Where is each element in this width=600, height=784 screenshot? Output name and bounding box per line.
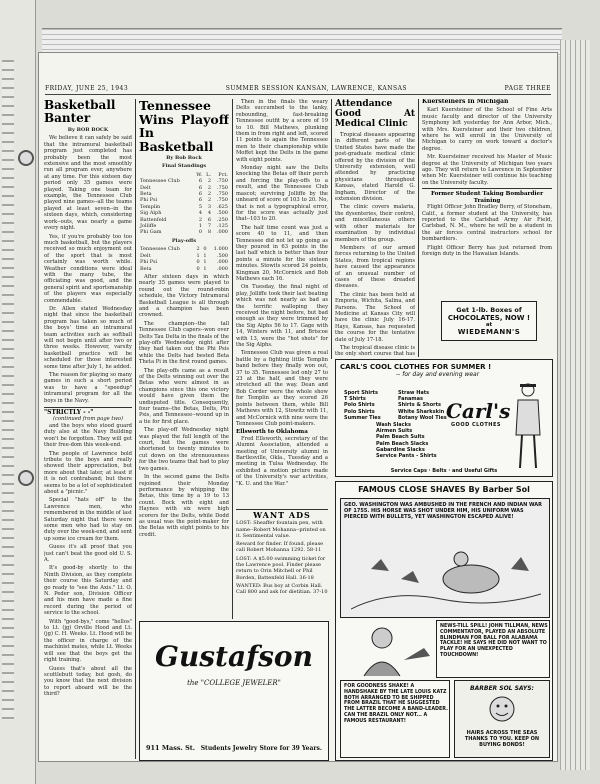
losses-cell: 0: [203, 246, 207, 253]
battle-scene-icon: [351, 529, 541, 615]
wins-cell: 2: [196, 246, 200, 253]
list-item: Palm Beach Suits: [376, 434, 425, 441]
team-cell: Tennessee Club: [140, 178, 180, 185]
strictly-paragraph: With "good-bys," come "hellos" to Lt. (jg) Orville Hood and Lt. (jg) C. H. Weeks. Lt. Hood will be the officer in charge of the machinist mates, while Lt. Weeks will see that the boys get the right training.: [44, 618, 132, 664]
comic-caption: GEO. WASHINGTON WAS AMBUSHED IN THE FRENCH AND INDIAN WAR OF 1755. HIS HORSE WAS SHOT UNDER HIM, HIS UNIFORM WAS PIERCED WITH BULLETS, YET WASHINGTON ESCAPED ALIVE!: [344, 502, 543, 520]
losses-cell: 2: [207, 184, 212, 191]
wins-cell: 4: [198, 210, 203, 217]
comic-panel: [340, 680, 450, 758]
banter-headline: Basketball Banter: [44, 99, 116, 125]
team-cell: Jolliffe: [140, 223, 157, 230]
man-in-suit-icon: [508, 380, 548, 470]
team-cell: Tennessee Club: [140, 246, 180, 253]
wins-cell: 5: [198, 203, 203, 210]
team-cell: Phi Psi: [140, 197, 158, 204]
medical-headline: Attendance Good At Medical Clinic: [335, 99, 415, 129]
list-item: Wash Slacks: [376, 422, 411, 428]
standings-col-header: L.: [206, 171, 212, 178]
wins-cell: 1: [196, 252, 200, 259]
strictly-paragraph: Special "hats off" to the Lawrence men, who remembered in the middle of last Saturday night that there were some men who had to stay on duty over the week-end, and sent up some ice cream for them.: [44, 497, 132, 542]
pct-cell: .000: [216, 229, 228, 236]
carls-list-left: [344, 390, 381, 421]
list-item: Polo Shirts: [344, 408, 375, 415]
pct-cell: 1.000: [213, 246, 228, 253]
pct-cell: .500: [216, 210, 228, 217]
pct-cell: .250: [216, 216, 228, 223]
carls-logo-block: [446, 399, 511, 450]
binder-ring-icon: [18, 150, 34, 166]
tennessee-headline: Tennessee Wins Playoff In Basketball: [139, 99, 229, 154]
standings-col-header: Pct.: [218, 171, 228, 178]
wins-cell: 0: [196, 259, 200, 266]
medical-paragraph: Members of our armed forces returning to the United States, from tropical regions have caused the appearance of an unusual number of cases of these dreaded diseases.: [335, 244, 415, 290]
team-cell: Battenfeld: [140, 216, 167, 223]
comic-panel: [454, 680, 550, 758]
strictly-continued: (continued from page two): [52, 416, 124, 423]
wins-cell: 6: [198, 178, 203, 185]
playoffs-table: [139, 246, 229, 272]
losses-cell: 6: [207, 216, 212, 223]
losses-cell: 2: [207, 178, 212, 185]
strictly-paragraph: The people of Lawrence bold tribute to the boys and really showed their appreciation, but more about that later, at least if it is not contraband; but there seems to be a lot of sophisticated about a "picnic.": [44, 450, 132, 495]
carls-clothes-ad: [335, 359, 553, 477]
tennessee-column: [139, 99, 229, 619]
tennessee-paragraph: After sixteen days in which nearly 35 games were played to round out the round-robin schedule, the Victory Intramural Basketball League is all through and a champion has been crowned.: [139, 273, 229, 319]
table-row: [139, 229, 229, 235]
carls-logo-sub: GOOD CLOTHES: [450, 422, 502, 428]
losses-cell: 2: [207, 191, 212, 198]
pct-cell: .000: [216, 259, 228, 266]
team-cell: Templin: [140, 203, 161, 210]
strictly-paragraph: It's good-by shortly to the Ninth Division, as they complete their course this Saturday and go ready to "see the Axis." Lt. O. N. Peder son, Division Officer and his men have made a fine record during the period of service to the school.: [44, 565, 132, 617]
standings-table: [139, 172, 229, 236]
wiedemann-line: at: [485, 322, 493, 328]
wins-cell: 0: [196, 265, 200, 272]
barbasol-says-text: HAIRS ACROSS THE SEAS THANKS TO YOU. KEEP ON BUYING BONDS!: [464, 730, 540, 748]
team-cell: Beta: [140, 265, 152, 272]
recap-paragraph: The half time count was just a score 40 to 11, and then Tennessee did not let up going as they poured in 63 points in the last half which is better than four points a minute for the sixteen minutes. Stowits scored 24 points, Kingman 20, McCornick and Bob Mathews each 16.: [236, 224, 328, 282]
binder-stitching: [2, 60, 14, 720]
pct-cell: .125: [216, 223, 228, 230]
newspaper-page: [38, 52, 558, 762]
losses-cell: 1: [203, 265, 207, 272]
folio-page: PAGE THREE: [504, 85, 551, 92]
comic-panel: [436, 620, 550, 678]
wiedemann-ad: [441, 301, 537, 341]
gustafson-address: 911 Mass. St.: [146, 744, 196, 752]
carls-subhead: -- for day and evening wear: [396, 371, 480, 378]
playoffs-title: Play-offs: [171, 237, 197, 244]
losses-cell: 1: [203, 252, 207, 259]
wiedemann-line: CHOCOLATES, NOW !: [447, 314, 531, 322]
want-ad-item: WANTED: Bus boy at Corbin Hall. Call 800 and ask for dietitian. 37-10: [236, 582, 328, 596]
losses-cell: 1: [203, 259, 207, 266]
carls-logo: Carl's: [446, 399, 511, 423]
wins-cell: 2: [198, 216, 203, 223]
losses-cell: 7: [207, 223, 212, 230]
list-item: Polo Shirts: [344, 402, 375, 409]
team-cell: Delt: [140, 252, 151, 259]
losses-cell: 8: [207, 229, 212, 236]
team-cell: Delt: [140, 184, 151, 191]
recap-paragraph: On Tuesday, the final night of play, Jolliffe took their last beating which was not nearly as bad as the terrific walloping they received the night before, but bad enough as they were trimmed by the Sig Alphs 56 to 17. Gage with 14, Winters with 11, and Briscoe with 13, were the "hot shots" for the Sig Alphs.: [236, 284, 328, 349]
recap-paragraph: Tennessee Club was given a real battle by a fighting little Templin band before they finally won out, 37 to 35. Tennessee led only 27 to 23 at the half, and they were stretched all the way. Dean and Bob Corder were the whole show for Templin as they scored 26 points between them, while Bill Mathews with 12, Stowitz with 11, and McCornick with nine were the Tennessee Club point-makers.: [236, 350, 328, 427]
wiedemann-line: WIEDEMANN'S: [457, 328, 521, 336]
gustafson-logo: Gustafson: [155, 640, 313, 673]
list-item: Fanamas: [398, 396, 423, 403]
binder-edge: [0, 0, 36, 784]
binder-ring-icon: [18, 470, 34, 486]
tennessee-byline: By Bob Bock: [166, 155, 202, 161]
pct-cell: .750: [216, 191, 228, 198]
banter-column: [44, 99, 132, 759]
comic-panel: [340, 498, 550, 618]
list-item: Sport Shirts: [344, 390, 378, 396]
column-rule: [135, 99, 136, 759]
comic-caption: NEWS-TILL SPILL! JOHN TILLMAN, NEWS COMMENTATOR, PLAYED AN ABSOLUTE BLINDMAN FOR BALL FOR ALABAMA TACKLE! HE SAYS HE DID NOT WANT TO PLAY FOR AN UNEXPECTED TOUCHDOWN!: [440, 624, 548, 658]
list-item: Botany Wool Ties: [398, 414, 447, 421]
bomber-headline: Former Student Taking Bombardier Training: [430, 191, 544, 204]
michigan-column: [422, 99, 552, 299]
list-item: Service Pants - Shirts: [376, 453, 437, 460]
tennessee-paragraph: The play-offs came as a result of the Delts winning out over the Betas who were almost in as champions since this one victory would have given them the undisputed title. Consequently, four teams--the Betas, Delts, Phi Psis, and Tennessee--wound up in a tie for first place.: [139, 367, 229, 425]
losses-cell: 3: [207, 203, 212, 210]
wins-cell: 6: [198, 184, 203, 191]
michigan-headline: Kuersteiners In Michigan: [422, 99, 509, 105]
list-item: White Sharkskin: [398, 408, 445, 415]
tennessee-paragraph: The champion--the tall Tennessee Club capers--won over Delts Tau Delta in the finals of the play-offs Wednesday night after they had taken out the Phi Psis while the Delts had bested Beta Theta Pi in the first round games.: [139, 320, 229, 366]
banter-paragraph: Yes, if you're probably too too much basketball, but the players received so much enjoyment out of the sport that is most certainly was worth while. Weather conditions were ideal with the many tube, the officiating was good, and the general spirit and sportsmanship of the players was especially commendable.: [44, 233, 132, 304]
recap-paragraph: Then in the finals the weary Delts succumbed to the lanky, rebounding, fast-breaking Tennessee outfit by a score of 19 to 10. Bill Mathews, plunking them in from right and left, scored 11 points to again the Tennessee men to their championship while Moffet kept the Delts in the game with eight points.: [236, 99, 328, 163]
medical-paragraph: The tropical disease clinic is the only short course that has: [335, 345, 415, 357]
carls-headline: CARL'S COOL CLOTHES FOR SUMMER !: [340, 363, 492, 371]
standings-col-header: W.: [196, 171, 203, 178]
list-item: Straw Hats: [398, 390, 430, 396]
want-ads-box: [236, 509, 328, 617]
tennessee-paragraph: In the second game the Delts rejoined their Monday performance by whipping the Betas, this time by a 19 to 13 count. Bock with eight and Haynes with six were high scorers for the Delts, while Dodd as usual was the point-maker for the Betas with eight points to his credit.: [139, 474, 229, 538]
want-ads-title: WANT ADS: [253, 510, 311, 520]
page-stack-right-edge: [560, 40, 590, 770]
carls-list-mid: [398, 390, 447, 421]
standings-title: Final Standings: [161, 163, 207, 170]
list-item: Shirts & Shorts: [398, 402, 441, 409]
wiedemann-line: Get 1-lb. Boxes of: [456, 306, 522, 314]
folio-date: FRIDAY, JUNE 25, 1943: [45, 85, 129, 92]
strictly-paragraph: Guess that's about all the scuttlebutt today, but gosh, do you know that the next division to report aboard will be the third?: [44, 665, 132, 698]
list-item: Gabardine Slacks: [376, 446, 425, 453]
medical-paragraph: Tropical diseases appearing in different parts of the United States have made the post-graduate medical clinic offered by the division of the University extension, well attended by practicing physicians throughout Kansas, stated Harold G. Ingham, Director of the extension division.: [335, 132, 415, 203]
folio-line: [45, 83, 551, 95]
banter-paragraph: Dr. Allen stated Wednesday night that since the basketball program has taken so much of the boys' time an intramural team activities such as softball will not begin until after two or three weeks. However, varsity basketball practice will be scheduled for those interested some time after July 1, he added.: [44, 305, 132, 370]
strictly-paragraph: and the boys who stood guard duty also at the Navy Building won't be forgotten. They will get their free-dom this week-end.: [44, 422, 132, 449]
banter-paragraph: The reason for playing so many games in such a short period was to have a "speedup" intramural program for all the boys in the Navy.: [44, 372, 132, 404]
list-item: Airmen Suits: [376, 428, 413, 435]
table-row: [139, 266, 229, 272]
tennessee-paragraph: The play-off Wednesday night was played the full length of the court, but the games were shortened to twenty minutes to cut down on the strenuousness for the two teams that had to play two games.: [139, 427, 229, 472]
gustafson-footer: Students Jewelry Store for 39 Years.: [200, 745, 322, 752]
pct-cell: .500: [216, 252, 228, 259]
team-cell: Phi Gam: [140, 229, 162, 236]
list-item: Palm Beach Slacks: [376, 440, 429, 447]
want-ad-item: LOST: Sheaffer fountain pen, with name--Robert Mohanna--printed on it. Sentimental value.: [236, 520, 326, 539]
losses-cell: 4: [207, 210, 212, 217]
banter-byline: By BOB BOCK: [67, 127, 109, 133]
barbasol-headline: FAMOUS CLOSE SHAVES By Barber Sol: [358, 485, 530, 494]
game-recap-column: [236, 99, 328, 509]
column-rule: [232, 99, 233, 619]
list-item: T Shirts: [344, 396, 366, 403]
team-cell: Phi Psi: [140, 259, 158, 266]
portrait-man-icon: [342, 620, 434, 678]
losses-cell: 2: [207, 197, 212, 204]
barber-face-icon: [487, 694, 517, 724]
bomber-paragraph: Flight Officer Berry has just returned from foreign duty in the Hawaiian Islands.: [422, 244, 552, 257]
team-cell: Beta: [140, 191, 152, 198]
strictly-paragraph: Guess it's all proof that you just can't beat the good old U. S. A.: [44, 544, 132, 563]
carls-list-right: [376, 422, 437, 459]
barbasol-says-title: BARBER SOL SAYS:: [470, 685, 534, 692]
column-rule: [418, 99, 419, 357]
pct-cell: .000: [216, 265, 228, 272]
pct-cell: .750: [216, 178, 228, 185]
medical-clinic-column: [335, 99, 415, 357]
ellsworth-paragraph: Fred Ellsworth, secretary of the Alumni Association, attended a meeting of University alumni in Bartlesville, Okla., Tuesday and a meeting in Tulsa Wednesday. He exhibited a motion picture made of the University's war activities, "K. U. and the War.": [236, 435, 328, 487]
folio-title: SUMMER SESSION KANSAN, LAWRENCE, KANSAS: [225, 85, 408, 92]
recap-paragraph: Monday night saw the Delts knocking the Betas off their perch and forcing the play-offs to a result, and the Tennessee Club mascot; surviving Jolliffe by the unheard of score of 103 to 20. No, that is not a typographical error, for the score was actually just that--103 to 20.: [236, 165, 328, 223]
bomber-paragraph: Flight Officer John Bradley Berry, of Stoneham, Calif., a former student at the University, has reported to the Carlsbad Army Air Field, Carlsbad, N. M., where he will be a student in the air forces central instructors school for bombardiers.: [422, 204, 552, 243]
comic-caption: FOR GOODNESS SHAKE! A HANDSHAKE BY THE LATE LOUIS KATZ BOTH ARRANGED TO BE SHIPPED FROM BRAZIL THAT HE SUGGESTED THE LATTER BECOME A BAND-LEADER. CAN THE BRAZIL ONLY NOT... A FAMOUS RESTAURANT!: [344, 684, 448, 724]
gustafson-ad: [139, 621, 329, 761]
column-rule: [331, 99, 332, 359]
gustafson-tagline: the "COLLEGE JEWELER": [187, 679, 281, 687]
barbasol-ad: [335, 481, 553, 761]
pct-cell: .750: [216, 184, 228, 191]
michigan-paragraph: Mr. Kuersteiner received his Master of Music degree at the University of Michigan two years ago. They will return to Lawrence in September when Mr. Kuersteiner will continue his teaching on the University faculty.: [422, 154, 552, 186]
banter-paragraph: We believe it can safely be said that the intramural basketball program just completed has probably been the most extensive and the most smoothly run all program ever, anywhere at any time. For this sixteen day period only 35 games were played. Taking one team for example, the Tennessee Club played nine games--all the teams played at least seven--in the sixteen days, which, considering work--outs, was nearly a game every night.: [44, 135, 132, 232]
wins-cell: 6: [198, 197, 203, 204]
team-cell: Sig Alph: [140, 210, 162, 217]
medical-paragraph: The clinic has been held at Emporia, Wichita, Salina, and Parsons. The School of Medicine at Kansas City will have the clinic July 16-17. Hays, Kansas, has requested the course for the tentative date of July 17-18.: [335, 291, 415, 343]
wins-cell: 6: [198, 191, 203, 198]
medical-paragraph: The clinic covers malaria, the dysenteries, their control, and miscellaneous others with other materials for examination by individual members of the group.: [335, 204, 415, 243]
ellsworth-title: Ellsworth to Oklahoma: [236, 429, 308, 436]
list-item: Summer Ties: [344, 414, 381, 421]
wins-cell: 0: [198, 229, 203, 236]
want-ad-item: LOST: A $5.00 swimming ticket for the Lawrence pool. Finder please return to Orin Mitchell or Phil Borden, Battenfeld Hall. 36-18: [236, 555, 326, 581]
carls-footer: Service Caps · Belts · and Useful Gifts: [390, 468, 498, 474]
michigan-paragraph: Karl Kuersteiner of the School of Fine Arts music faculty and director of the University Symphony left yesterday for Ann Arbor, Mich., with Mrs. Kuersteiner and their two children, where he will enroll in the University of Michigan to carry on work toward a doctor's degree.: [422, 107, 552, 152]
want-ad-item: Reward for finder. If found, please call Robert Mohanna 1292. 58-11: [236, 541, 324, 554]
strictly-title: "STRICTLY - -": [44, 409, 94, 417]
wins-cell: 1: [198, 223, 203, 230]
pct-cell: .750: [216, 197, 228, 204]
pct-cell: .625: [216, 203, 228, 210]
